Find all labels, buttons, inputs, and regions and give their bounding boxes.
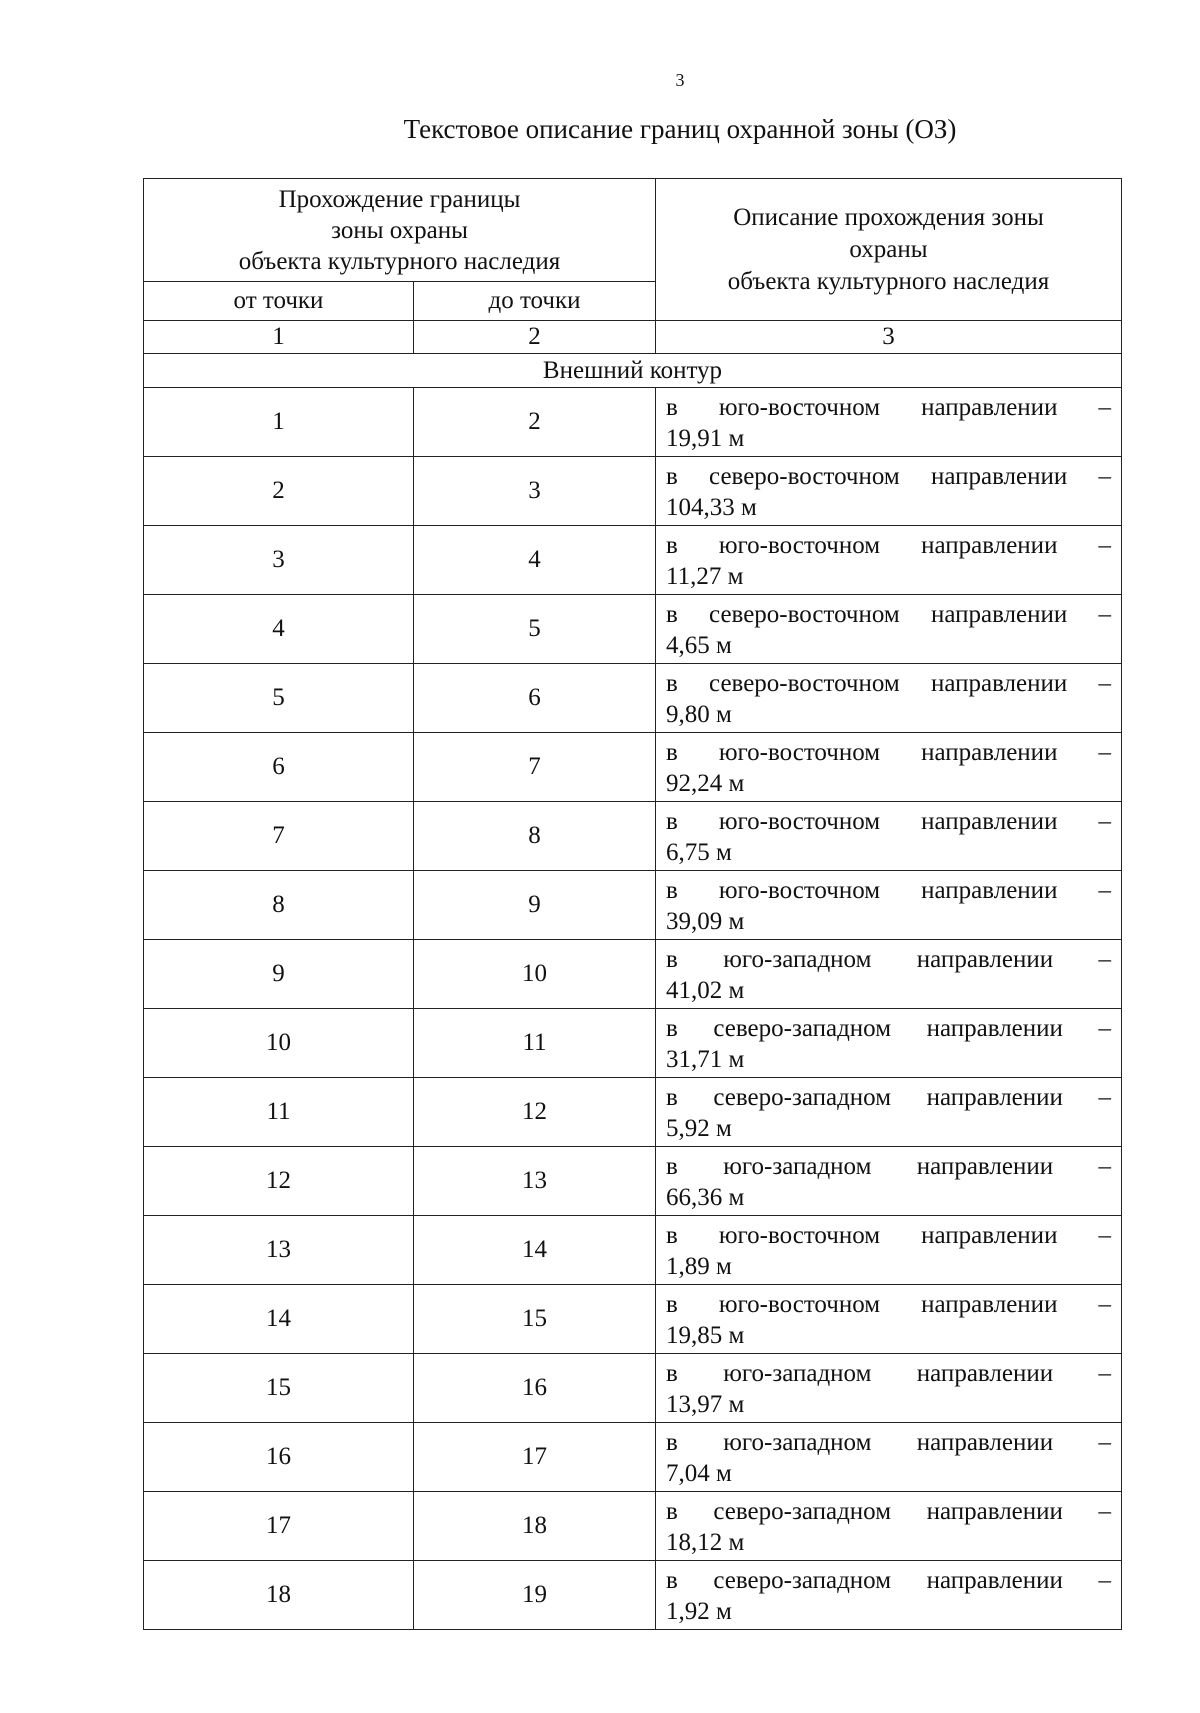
header-from-point: от точки bbox=[144, 282, 414, 321]
description-cell bbox=[656, 1561, 1122, 1630]
header-desc-line: охраны bbox=[849, 235, 928, 263]
distance-text: 19,85 м bbox=[666, 1322, 745, 1349]
direction-text: в северо-восточном направлении – bbox=[666, 670, 1111, 697]
description-cell bbox=[656, 733, 1122, 802]
header-to-point: до точки bbox=[414, 282, 656, 321]
distance-text: 104,33 м bbox=[666, 494, 757, 521]
to-point-cell: 19 bbox=[414, 1561, 656, 1630]
distance-text: 7,04 м bbox=[666, 1460, 732, 1487]
from-point-cell: 5 bbox=[144, 664, 414, 733]
to-point-cell: 7 bbox=[414, 733, 656, 802]
to-point-cell: 16 bbox=[414, 1354, 656, 1423]
to-point-cell: 6 bbox=[414, 664, 656, 733]
from-point-cell: 17 bbox=[144, 1492, 414, 1561]
to-point-cell: 10 bbox=[414, 940, 656, 1009]
column-number: 2 bbox=[414, 321, 656, 354]
description-cell bbox=[656, 871, 1122, 940]
to-point-cell: 2 bbox=[414, 388, 656, 457]
description-cell bbox=[656, 1285, 1122, 1354]
direction-text: в северо-восточном направлении – bbox=[666, 601, 1111, 628]
to-point-cell: 5 bbox=[414, 595, 656, 664]
from-point-cell: 14 bbox=[144, 1285, 414, 1354]
direction-text: в юго-восточном направлении – bbox=[666, 808, 1111, 835]
from-point-cell: 18 bbox=[144, 1561, 414, 1630]
table-row bbox=[144, 871, 1122, 940]
table-row bbox=[144, 1009, 1122, 1078]
header-group-line: Прохождение границы bbox=[278, 185, 521, 213]
from-point-cell: 2 bbox=[144, 457, 414, 526]
to-point-cell: 12 bbox=[414, 1078, 656, 1147]
description-cell bbox=[656, 940, 1122, 1009]
to-point-cell: 8 bbox=[414, 802, 656, 871]
table-row bbox=[144, 595, 1122, 664]
from-point-cell: 16 bbox=[144, 1423, 414, 1492]
from-point-cell: 6 bbox=[144, 733, 414, 802]
section-row bbox=[144, 354, 1122, 388]
to-point-cell: 14 bbox=[414, 1216, 656, 1285]
table-row bbox=[144, 526, 1122, 595]
header-desc-line: Описание прохождения зоны bbox=[733, 203, 1044, 231]
distance-text: 11,27 м bbox=[666, 563, 744, 590]
from-point-cell: 3 bbox=[144, 526, 414, 595]
column-number: 3 bbox=[656, 321, 1122, 354]
from-point-cell: 1 bbox=[144, 388, 414, 457]
from-point-cell: 10 bbox=[144, 1009, 414, 1078]
from-point-cell: 15 bbox=[144, 1354, 414, 1423]
direction-text: в северо-западном направлении – bbox=[666, 1015, 1111, 1042]
table-row bbox=[144, 733, 1122, 802]
direction-text: в юго-восточном направлении – bbox=[666, 394, 1111, 421]
description-cell bbox=[656, 1492, 1122, 1561]
distance-text: 1,89 м bbox=[666, 1253, 732, 1280]
distance-text: 41,02 м bbox=[666, 977, 745, 1004]
document-title: Текстовое описание границ охранной зоны (ОЗ) bbox=[403, 114, 957, 144]
to-point-cell: 11 bbox=[414, 1009, 656, 1078]
distance-text: 13,97 м bbox=[666, 1391, 745, 1418]
direction-text: в юго-западном направлении – bbox=[666, 1429, 1111, 1456]
direction-text: в юго-восточном направлении – bbox=[666, 1222, 1111, 1249]
direction-text: в северо-западном направлении – bbox=[666, 1498, 1111, 1525]
distance-text: 39,09 м bbox=[666, 908, 745, 935]
table-row bbox=[144, 1285, 1122, 1354]
description-cell bbox=[656, 595, 1122, 664]
table-row bbox=[144, 1147, 1122, 1216]
from-point-cell: 11 bbox=[144, 1078, 414, 1147]
direction-text: в юго-восточном направлении – bbox=[666, 739, 1111, 766]
table-row bbox=[144, 802, 1122, 871]
distance-text: 6,75 м bbox=[666, 839, 732, 866]
from-point-cell: 4 bbox=[144, 595, 414, 664]
table-row bbox=[144, 1561, 1122, 1630]
distance-text: 31,71 м bbox=[666, 1046, 745, 1073]
description-cell bbox=[656, 1423, 1122, 1492]
direction-text: в юго-западном направлении – bbox=[666, 1360, 1111, 1387]
direction-text: в северо-западном направлении – bbox=[666, 1084, 1111, 1111]
direction-text: в юго-восточном направлении – bbox=[666, 1291, 1111, 1318]
description-cell bbox=[656, 1009, 1122, 1078]
description-cell bbox=[656, 388, 1122, 457]
header-boundary-passage bbox=[144, 179, 656, 282]
header-group-line: объекта культурного наследия bbox=[238, 247, 561, 275]
direction-text: в юго-западном направлении – bbox=[666, 1153, 1111, 1180]
to-point-cell: 13 bbox=[414, 1147, 656, 1216]
table-row bbox=[144, 1354, 1122, 1423]
distance-text: 4,65 м bbox=[666, 632, 732, 659]
table-row bbox=[144, 1078, 1122, 1147]
distance-text: 1,92 м bbox=[666, 1598, 732, 1625]
to-point-cell: 17 bbox=[414, 1423, 656, 1492]
table-row bbox=[144, 940, 1122, 1009]
header-group-line: зоны охраны bbox=[331, 216, 468, 244]
direction-text: в северо-западном направлении – bbox=[666, 1567, 1111, 1594]
distance-text: 92,24 м bbox=[666, 770, 745, 797]
from-point-cell: 8 bbox=[144, 871, 414, 940]
distance-text: 5,92 м bbox=[666, 1115, 732, 1142]
to-point-cell: 3 bbox=[414, 457, 656, 526]
table-row bbox=[144, 664, 1122, 733]
to-point-cell: 4 bbox=[414, 526, 656, 595]
table-row bbox=[144, 1216, 1122, 1285]
distance-text: 66,36 м bbox=[666, 1184, 745, 1211]
direction-text: в юго-восточном направлении – bbox=[666, 877, 1111, 904]
table-row bbox=[144, 457, 1122, 526]
description-cell bbox=[656, 664, 1122, 733]
description-cell bbox=[656, 1147, 1122, 1216]
direction-text: в юго-западном направлении – bbox=[666, 946, 1111, 973]
description-cell bbox=[656, 802, 1122, 871]
from-point-cell: 13 bbox=[144, 1216, 414, 1285]
table-row bbox=[144, 1492, 1122, 1561]
to-point-cell: 9 bbox=[414, 871, 656, 940]
table-row bbox=[144, 1423, 1122, 1492]
section-label: Внешний контур bbox=[144, 354, 1122, 388]
description-cell bbox=[656, 1354, 1122, 1423]
from-point-cell: 7 bbox=[144, 802, 414, 871]
column-number: 1 bbox=[144, 321, 414, 354]
distance-text: 18,12 м bbox=[666, 1529, 745, 1556]
header-row bbox=[144, 179, 1122, 282]
from-point-cell: 9 bbox=[144, 940, 414, 1009]
to-point-cell: 18 bbox=[414, 1492, 656, 1561]
to-point-cell: 15 bbox=[414, 1285, 656, 1354]
description-cell bbox=[656, 1078, 1122, 1147]
description-cell bbox=[656, 526, 1122, 595]
description-cell bbox=[656, 457, 1122, 526]
description-cell bbox=[656, 1216, 1122, 1285]
table-row bbox=[144, 388, 1122, 457]
direction-text: в северо-восточном направлении – bbox=[666, 463, 1111, 490]
column-number-row bbox=[144, 321, 1122, 354]
distance-text: 9,80 м bbox=[666, 701, 732, 728]
from-point-cell: 12 bbox=[144, 1147, 414, 1216]
boundary-table bbox=[143, 178, 1122, 1630]
distance-text: 19,91 м bbox=[666, 425, 745, 452]
page-number: 3 bbox=[675, 70, 685, 90]
direction-text: в юго-восточном направлении – bbox=[666, 532, 1111, 559]
header-desc-line: объекта культурного наследия bbox=[727, 267, 1050, 295]
header-description bbox=[656, 179, 1122, 321]
